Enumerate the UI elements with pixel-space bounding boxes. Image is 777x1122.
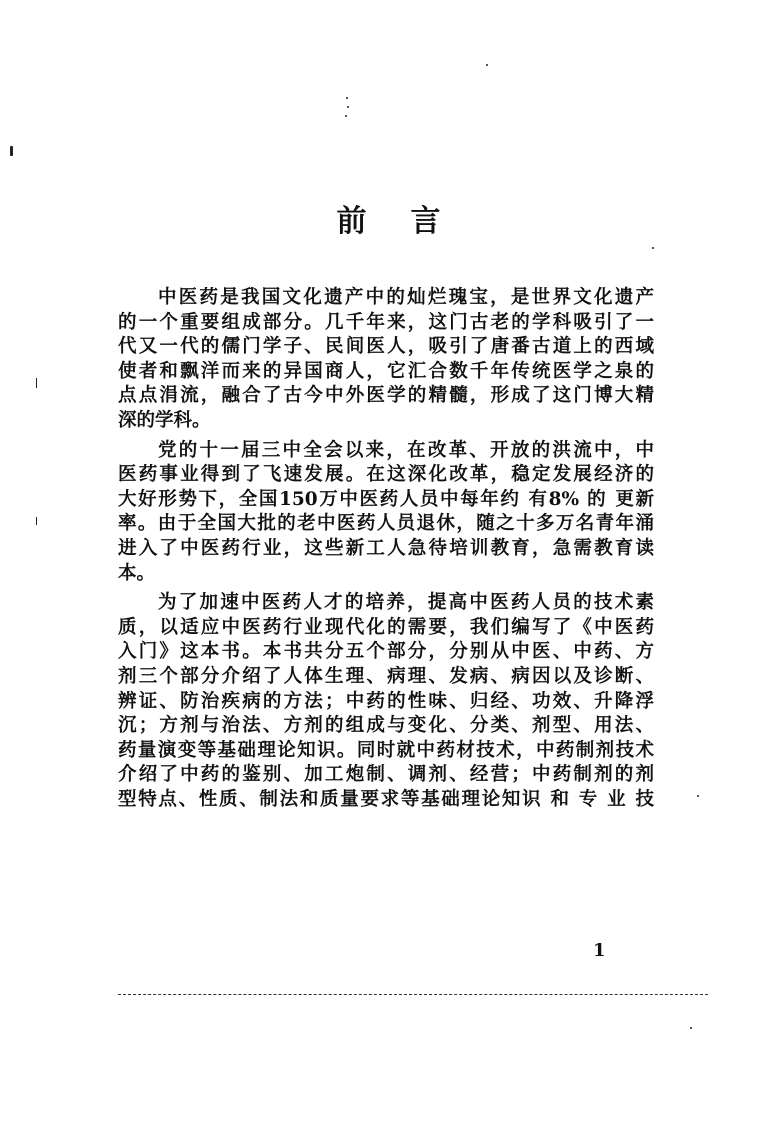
text-line: 药量演变等基础理论知识。同时就中药材技术，中药制剂技术 [118, 739, 654, 761]
page-number: 1 [593, 940, 606, 961]
paragraph-3 [118, 591, 654, 812]
text-line: 点点涓流，融合了古今中外医学的精髓，形成了这门博大精 [118, 385, 654, 407]
text-line: 剂三个部分介绍了人体生理、病理、发病、病因以及诊断、 [118, 665, 654, 687]
paragraph-2 [118, 439, 654, 587]
text-line: 为了加速中医药人才的培养，提高中医药人员的技术素 [158, 592, 654, 614]
text-line: 的一个重要组成部分。几千年来，这门古老的学科吸引了一 [118, 311, 654, 333]
scan-speck [36, 378, 37, 388]
text-line: 使者和飘洋而来的异国商人，它汇合数千年传统医学之泉的 [118, 360, 654, 382]
scan-speck [697, 795, 699, 797]
text-line: 辨证、防治疾病的方法；中药的性味、归经、功效、升降浮 [118, 690, 654, 712]
text-line: 型特点、性质、制法和质量要求等基础理论知识 和 专 业 技 [118, 788, 654, 810]
scan-speck [10, 146, 13, 156]
text-line: 介绍了中药的鉴别、加工炮制、调剂、经营；中药制剂的剂 [118, 764, 654, 786]
text-line: 质，以适应中医药行业现代化的需要，我们编写了《中医药 [118, 616, 654, 638]
text-line: 中医药是我国文化遗产中的灿烂瑰宝，是世界文化遗产 [158, 287, 654, 308]
paragraph-1 [118, 286, 654, 434]
preface-body [118, 286, 654, 812]
text-line: 入门》这本书。本书共分五个部分，分别从中医、中药、方 [118, 641, 654, 663]
text-line: 率。由于全国大批的老中医药人员退休，随之十多万名青年涌 [118, 513, 654, 535]
scan-speck [652, 247, 654, 249]
text-line: 代又一代的儒门学子、民间医人，吸引了唐番古道上的西域 [118, 336, 654, 358]
text-line: 大好形势下，全国150万中医药人员中每年约 有8% 的 更新 [118, 488, 654, 510]
scan-speck [345, 115, 347, 117]
scan-speck [486, 64, 488, 66]
scan-speck [347, 106, 349, 108]
text-line: 党的十一届三中全会以来，在改革、开放的洪流中，中 [158, 439, 654, 461]
scan-speck [36, 517, 37, 525]
text-line: 进入了中医药行业，这些新工人急待培训教育，急需教育读 [118, 537, 654, 559]
text-line: 深的学科。 [118, 409, 211, 431]
text-line: 沉；方剂与治法、方剂的组成与变化、分类、剂型、用法、 [118, 715, 654, 737]
scan-speck [690, 1027, 692, 1029]
text-line: 医药事业得到了飞速发展。在这深化改革，稳定发展经济的 [118, 464, 654, 486]
footer-rule [118, 994, 708, 995]
text-line: 本。 [118, 562, 156, 584]
page-title: 前言 [336, 204, 485, 239]
scan-speck [346, 97, 348, 99]
